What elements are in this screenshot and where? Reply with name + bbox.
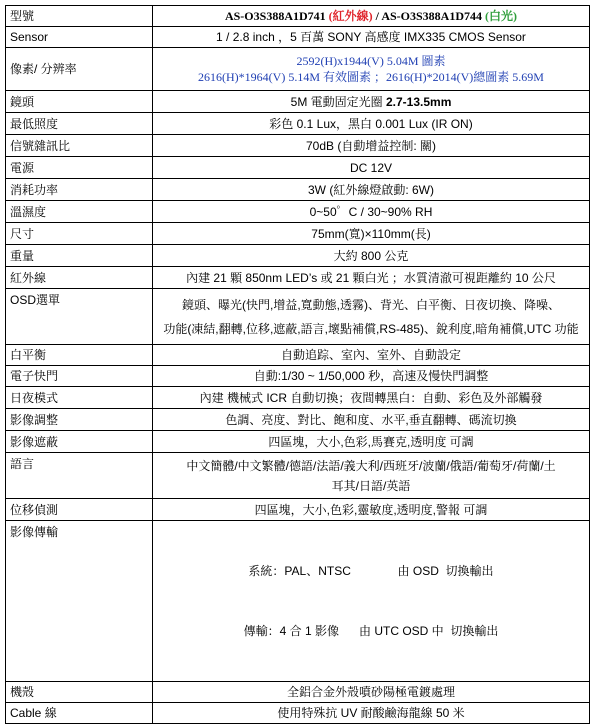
row-resolution [6,48,590,91]
row-label: 電源 [6,157,153,179]
language-line-2: 耳其/日語/英語 [331,478,411,493]
row-value: 內建 機械式 ICR 自動切換；夜間轉黑白：自動、彩色及外部觸發 [153,387,590,409]
row-dimensions [6,223,590,245]
row-value [153,289,590,345]
lens-focal-length: 2.7-13.5mm [385,94,452,109]
row-language [6,453,590,499]
model-b: AS-O3S388A1D744 [381,9,483,23]
row-label: 尺寸 [6,223,153,245]
row-value [153,48,590,91]
row-label: 紅外線 [6,267,153,289]
row-label: 溫濕度 [6,201,153,223]
row-snr [6,135,590,157]
row-value: 大約 800 公克 [153,245,590,267]
row-power [6,157,590,179]
row-value: 0~50゜C / 30~90% RH [153,201,590,223]
row-value: 75mm(寬)×110mm(長) [153,223,590,245]
row-label: 白平衡 [6,345,153,366]
row-value: 1 / 2.8 inch ，5 百萬 SONY 高感度 IMX335 CMOS Sensor [153,27,590,48]
row-value: 色調、亮度、對比、飽和度、水平,垂直翻轉、碼流切換 [153,409,590,431]
row-label: 影像傳輸 [6,521,153,682]
row-value: DC 12V [153,157,590,179]
model-separator: / [375,9,382,23]
row-value: 內建 21 顆 850nm LED’s 或 21 顆白光 ；水質清澈可視距離約 10 公尺 [153,267,590,289]
row-label: 語言 [6,453,153,499]
spec-table [5,5,590,724]
row-value: 彩色 0.1 Lux，黑白 0.001 Lux (IR ON) [153,113,590,135]
row-value: 自動追踪、室內、室外、自動設定 [153,345,590,366]
row-consumption [6,179,590,201]
row-temp-humidity [6,201,590,223]
resolution-line-2: 2616(H)*1964(V) 5.14M 有效圖素 ；2616(H)*2014(V)總圖素 5.69M [198,70,544,84]
row-video-output [6,521,590,682]
row-infrared [6,267,590,289]
row-cable [6,703,590,724]
row-housing [6,682,590,703]
row-value: 3W (紅外線燈啟動: 6W) [153,179,590,201]
model-a-note: (紅外線) [328,9,373,23]
row-value: 全鋁合金外殼噴砂陽極電鍍處理 [153,682,590,703]
video-output-line-2: 傳輸：4 合 1 影像 由 UTC OSD 中 切換輸出 [243,624,499,638]
lens-prefix: 5M 電動固定光圈 [290,94,386,109]
row-value [153,453,590,499]
row-label: 像素/ 分辨率 [6,48,153,91]
row-label: Cable 線 [6,703,153,724]
row-label: Sensor [6,27,153,48]
row-value [153,521,590,682]
row-label: 位移偵測 [6,499,153,521]
row-label: 日夜模式 [6,387,153,409]
row-label: OSD選單 [6,289,153,345]
row-white-balance [6,345,590,366]
language-line-1: 中文簡體/中文繁體/德語/法語/義大利/西班牙/波蘭/俄語/葡萄牙/荷蘭/土 [186,458,556,473]
row-label: 重量 [6,245,153,267]
row-shutter [6,366,590,387]
video-output-line-1: 系統：PAL、NTSC 由 OSD 切換輸出 [248,564,494,578]
row-model [6,6,590,27]
osd-line-2: 功能(凍結,翻轉,位移,遮蔽,語言,壞點補償,RS-485)、銳利度,暗角補償,UTC 功能 [163,321,579,336]
row-privacy [6,431,590,453]
row-label: 消耗功率 [6,179,153,201]
row-label: 型號 [6,6,153,27]
row-min-illumination [6,113,590,135]
row-label: 電子快門 [6,366,153,387]
row-weight [6,245,590,267]
row-value: 使用特殊抗 UV 耐酸鹼海龍線 50 米 [153,703,590,724]
row-label: 影像遮蔽 [6,431,153,453]
row-sensor [6,27,590,48]
row-lens [6,91,590,113]
row-value: 自動:1/30 ~ 1/50,000 秒，高速及慢快門調整 [153,366,590,387]
row-osd [6,289,590,345]
row-image-adjust [6,409,590,431]
spec-sheet [5,5,590,724]
model-a: AS-O3S388A1D741 [224,9,326,23]
row-value: 70dB (自動增益控制: 關) [153,135,590,157]
row-label: 鏡頭 [6,91,153,113]
model-cell [153,6,590,27]
row-motion-detection [6,499,590,521]
resolution-line-1: 2592(H)x1944(V) 5.04M 圖素 [296,54,446,68]
row-value [153,91,590,113]
row-label: 信號雜訊比 [6,135,153,157]
row-value: 四區塊，大小,色彩,馬賽克,透明度 可調 [153,431,590,453]
row-label: 影像調整 [6,409,153,431]
row-label: 機殼 [6,682,153,703]
osd-line-1: 鏡頭、曝光(快門,增益,寬動態,透霧)、背光、白平衡、日夜切換、降噪、 [182,297,560,312]
row-label: 最低照度 [6,113,153,135]
row-value: 四區塊，大小,色彩,靈敏度,透明度,警報 可調 [153,499,590,521]
model-b-note: (白光) [485,9,518,23]
row-day-night [6,387,590,409]
